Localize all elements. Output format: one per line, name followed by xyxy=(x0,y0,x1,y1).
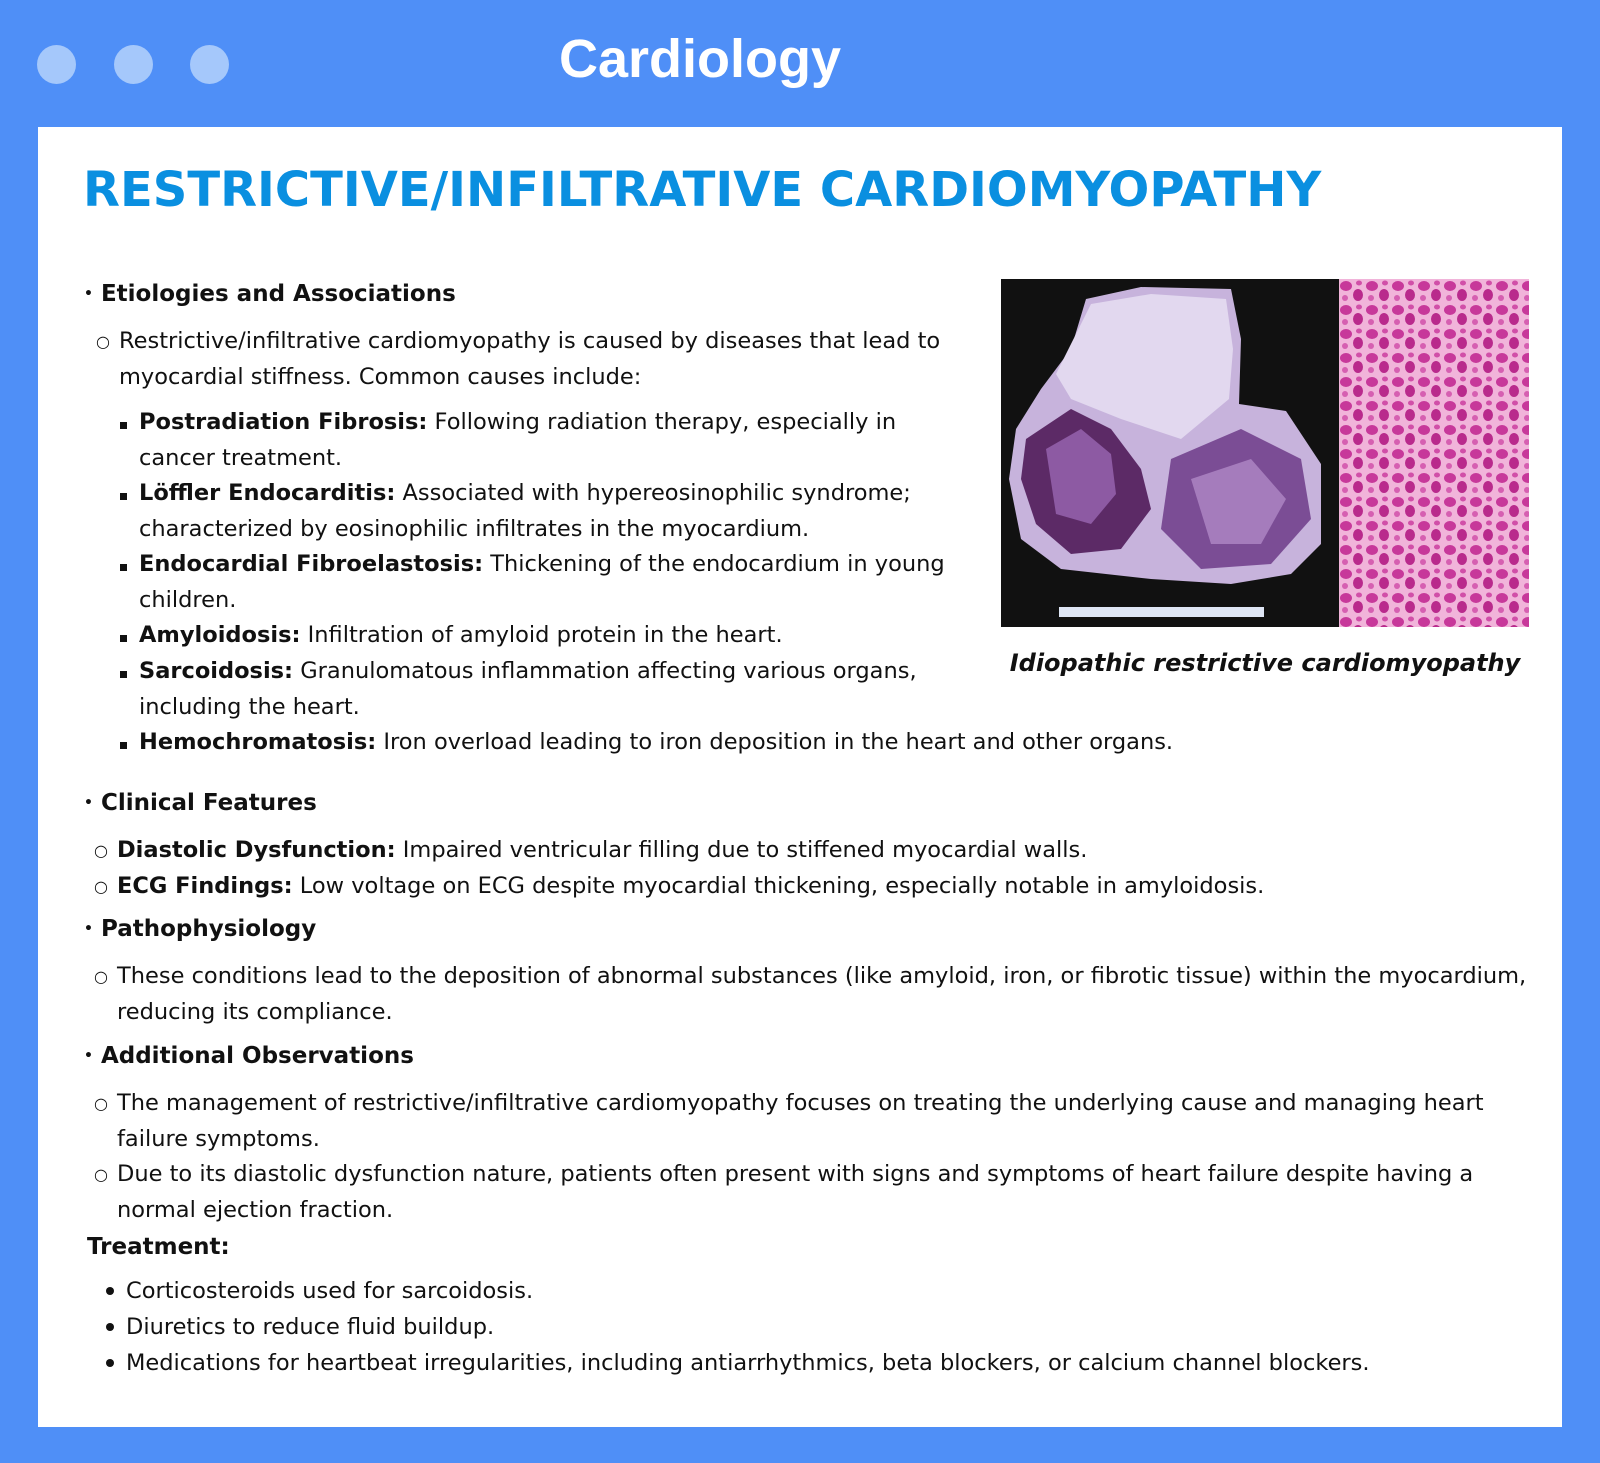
circle-bullet: ○ xyxy=(94,877,108,896)
square-bullet xyxy=(120,493,127,500)
window-title: Cardiology xyxy=(558,29,842,89)
cause-item: Amyloidosis: Infiltration of amyloid protein in the heart. xyxy=(139,622,783,648)
page-title: RESTRICTIVE/INFILTRATIVE CARDIOMYOPATHY xyxy=(83,162,1322,218)
cause-item-cont: children. xyxy=(139,587,237,613)
square-bullet xyxy=(120,635,127,642)
circle-bullet: ○ xyxy=(94,967,108,986)
heading-pathophysiology: • Pathophysiology xyxy=(84,916,317,942)
content-panel xyxy=(38,127,1562,1427)
figure xyxy=(1001,279,1529,677)
cause-item-cont: characterized by eosinophilic infiltrates in the myocardium. xyxy=(139,516,810,542)
cause-item-cont: including the heart. xyxy=(139,694,360,720)
circle-bullet: ○ xyxy=(94,1094,108,1113)
cause-item-cont: cancer treatment. xyxy=(139,445,343,471)
patho-line: These conditions lead to the deposition of abnormal substances (like amyloid, iron, or fibrotic tissue) within the myocardium, xyxy=(117,963,1527,989)
additional-item-cont: failure symptoms. xyxy=(117,1126,320,1152)
cause-item: Endocardial Fibroelastosis: Thickening of the endocardium in young xyxy=(139,551,945,577)
disc-bullet xyxy=(106,1323,114,1331)
window-titlebar xyxy=(0,0,1600,127)
cause-item: Löffler Endocarditis: Associated with hypereosinophilic syndrome; xyxy=(139,480,911,506)
additional-item: The management of restrictive/infiltrative cardiomyopathy focuses on treating the underlying cause and managing heart xyxy=(117,1090,1484,1116)
square-bullet xyxy=(120,742,127,749)
cause-item: Sarcoidosis: Granulomatous inflammation affecting various organs, xyxy=(139,658,917,684)
disc-bullet xyxy=(106,1287,114,1295)
treatment-item: Medications for heartbeat irregularities, including antiarrhythmics, beta blockers, or calcium channel blockers. xyxy=(126,1350,1370,1376)
figure-caption: Idiopathic restrictive cardiomyopathy xyxy=(1009,649,1521,677)
additional-item: Due to its diastolic dysfunction nature, patients often present with signs and symptoms of heart failure despite having a xyxy=(117,1161,1474,1187)
cause-item: Postradiation Fibrosis: Following radiation therapy, especially in xyxy=(139,409,897,435)
clinical-item: ECG Findings: Low voltage on ECG despite myocardial thickening, especially notable in amyloidosis. xyxy=(117,873,1265,899)
square-bullet xyxy=(120,671,127,678)
cardiomyopathy-image xyxy=(1001,279,1529,627)
heading-clinical-features: • Clinical Features xyxy=(84,790,317,816)
circle-bullet: ○ xyxy=(94,841,108,860)
cause-item: Hemochromatosis: Iron overload leading to iron deposition in the heart and other organs. xyxy=(139,729,1174,755)
clinical-item: Diastolic Dysfunction: Impaired ventricular filling due to stiffened myocardial walls. xyxy=(117,837,1088,863)
etiologies-intro-line: Restrictive/infiltrative cardiomyopathy is caused by diseases that lead to xyxy=(119,328,941,354)
square-bullet xyxy=(120,564,127,571)
circle-bullet: ○ xyxy=(94,1165,108,1184)
circle-bullet: ○ xyxy=(96,332,110,351)
treatment-item: Corticosteroids used for sarcoidosis. xyxy=(126,1278,534,1304)
square-bullet xyxy=(120,422,127,429)
disc-bullet xyxy=(106,1359,114,1367)
etiologies-intro-line: myocardial stiffness. Common causes include: xyxy=(119,364,642,390)
additional-item-cont: normal ejection fraction. xyxy=(117,1197,394,1223)
treatment-item: Diuretics to reduce fluid buildup. xyxy=(126,1314,495,1340)
heading-treatment: Treatment: xyxy=(87,1234,230,1260)
patho-line: reducing its compliance. xyxy=(117,999,393,1025)
heading-additional-observations: • Additional Observations xyxy=(84,1043,414,1069)
heading-etiologies: • Etiologies and Associations xyxy=(84,281,456,307)
